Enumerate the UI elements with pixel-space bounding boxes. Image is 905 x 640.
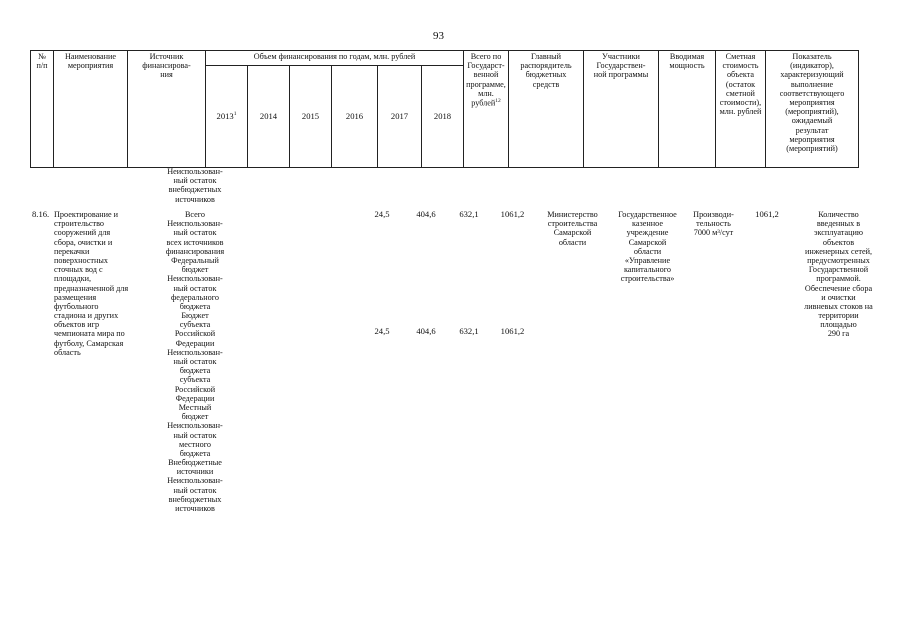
header-source: Источник финансирова- ния: [128, 51, 206, 168]
header-estimate: Сметная стоимость объекта (остаток сметной стоимости), млн. рублей: [716, 51, 766, 168]
header-participants: Участники Государствен- ной программы: [584, 51, 659, 168]
row-manager: Министерство строительства Самарской области: [547, 210, 598, 247]
row-capacity: Производи- тельность 7000 м³/сут: [693, 210, 734, 238]
row-name: Проектирование и строительство сооружений для сбора, очистки и перекачки поверхностных сточных вод с площадки, предназначенной для размещения футбольного стадиона и других объектов игр чемпионата мира по футболу, Самарская область: [54, 210, 129, 357]
page-number: 93: [433, 30, 444, 42]
total-2018: 632,1: [459, 209, 479, 219]
carryover-source: Неиспользован- ный остаток внебюджетных источников: [167, 167, 223, 204]
header-year-2015: 2015: [290, 66, 332, 168]
source-regional: Бюджет субъекта Российской Федерации: [174, 311, 216, 348]
regional-2018: 632,1: [459, 326, 479, 336]
row-indicator: Количество введенных в эксплуатацию объектов инженерных сетей, предусмотренных Государственной программой. Обеспечение сбора и очистки ливневых стоков на территории площадью 290 га: [804, 210, 873, 339]
total-2017: 404,6: [416, 209, 436, 219]
row-estimate: 1061,2: [755, 209, 779, 219]
total-2016: 24,5: [374, 209, 390, 219]
header-year-2017: 2017: [378, 66, 422, 168]
header-year-2014: 2014: [248, 66, 290, 168]
source-unused-regional: Неиспользован- ный остаток бюджета субъекта Российской Федерации: [167, 347, 223, 403]
header-manager: Главный распорядитель бюджетных средств: [509, 51, 584, 168]
header-number: № п/п: [31, 51, 54, 168]
source-unused-federal: Неиспользован- ный остаток федерального бюджета: [167, 274, 223, 311]
header-year-2016: 2016: [332, 66, 378, 168]
source-extrabudget: Внебюджетные источники: [168, 458, 222, 477]
header-volume: Объем финансирования по годам, млн. рублей: [206, 51, 464, 66]
row-participants: Государственное казенное учреждение Самарской области «Управление капитального строительства»: [618, 210, 677, 284]
source-total: Всего: [184, 210, 206, 219]
table-body: [30, 167, 873, 567]
row-number: 8.16.: [32, 209, 50, 219]
header-year-2018: 2018: [422, 66, 464, 168]
source-federal: Федеральный бюджет: [171, 255, 219, 275]
budget-table-header: [30, 50, 859, 168]
source-list: [157, 210, 233, 513]
header-year-2013: 2013$^1$: [206, 66, 248, 168]
source-local: Местный бюджет: [178, 402, 212, 422]
source-unused-local: Неиспользован- ный остаток местного бюджета: [167, 421, 223, 458]
source-unused-all: Неиспользован- ный остаток всех источников финансирования: [165, 219, 225, 256]
header-name: Наименование мероприятия: [54, 51, 128, 168]
regional-2017: 404,6: [416, 326, 436, 336]
header-total: Всего по Государст- венной программе, млн. рублей$^{12}$: [464, 51, 509, 168]
header-capacity: Вводимая мощность: [659, 51, 716, 168]
total-all: 1061,2: [500, 209, 525, 219]
regional-2016: 24,5: [374, 326, 390, 336]
regional-all: 1061,2: [500, 326, 525, 336]
header-indicator: Показатель (индикатор), характеризующий выполнение соответствующего мероприятия (мероприятий), ожидаемый результат мероприятия (мероприятий): [766, 51, 859, 168]
source-unused-extrabudget: Неиспользован- ный остаток внебюджетных источников: [167, 476, 223, 513]
